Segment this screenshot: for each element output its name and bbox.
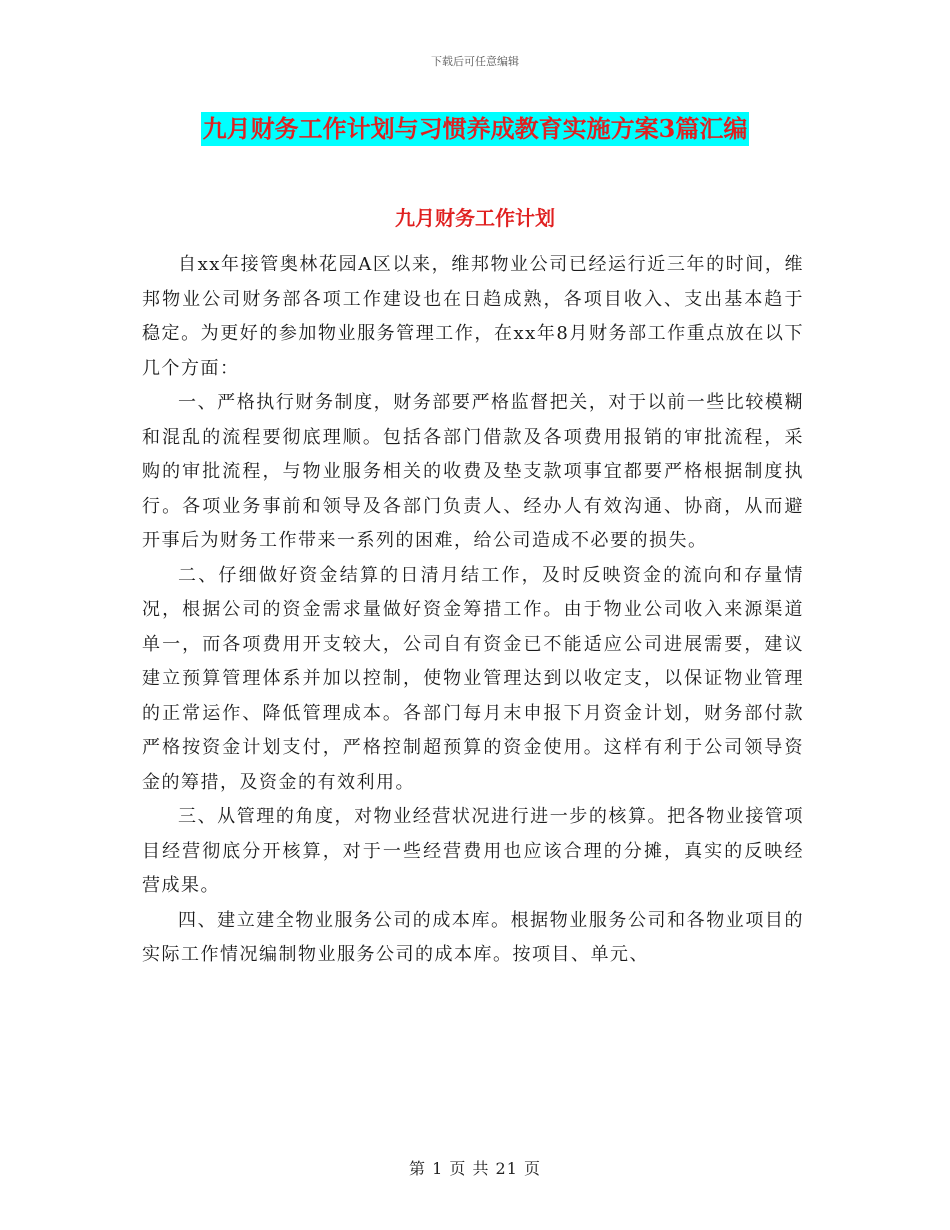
- document-body: [142, 248, 804, 973]
- page-number-footer: 第 1 页 共 21 页: [409, 1159, 541, 1178]
- section-title: 九月财务工作计划: [395, 206, 555, 230]
- paragraph: 四、建立建全物业服务公司的成本库。根据物业服务公司和各物业项目的实际工作情况编制物业服务公司的成本库。按项目、单元、: [142, 909, 804, 965]
- page-header-note: 下载后可任意编辑: [431, 55, 519, 68]
- paragraph: 一、严格执行财务制度，财务部要严格监督把关，对于以前一些比较模糊和混乱的流程要彻底理顺。包括各部门借款及各项费用报销的审批流程，采购的审批流程，与物业服务相关的收费及垫支款项事宜都要严格根据制度执行。各项业务事前和领导及各部门负责人、经办人有效沟通、协商，从而避开事后为财务工作带来一系列的困难，给公司造成不必要的损失。: [142, 392, 804, 551]
- document-title: [0, 112, 950, 146]
- document-title-text: 九月财务工作计划与习惯养成教育实施方案3篇汇编: [201, 112, 750, 146]
- paragraph: 二、仔细做好资金结算的日清月结工作，及时反映资金的流向和存量情况，根据公司的资金需求量做好资金筹措工作。由于物业公司收入来源渠道单一，而各项费用开支较大，公司自有资金已不能适应公司进展需要，建议建立预算管理体系并加以控制，使物业管理达到以收定支，以保证物业管理的正常运作、降低管理成本。各部门每月末申报下月资金计划，财务部付款严格按资金计划支付，严格控制超预算的资金使用。这样有利于公司领导资金的筹措，及资金的有效利用。: [142, 564, 804, 793]
- paragraph: 自xx年接管奥林花园A区以来，维邦物业公司已经运行近三年的时间，维邦物业公司财务部各项工作建设也在日趋成熟，各项目收入、支出基本趋于稳定。为更好的参加物业服务管理工作，在xx年8月财务部工作重点放在以下几个方面：: [142, 254, 804, 379]
- paragraph: 三、从管理的角度，对物业经营状况进行进一步的核算。把各物业接管项目经营彻底分开核算，对于一些经营费用也应该合理的分摊，真实的反映经营成果。: [142, 806, 804, 896]
